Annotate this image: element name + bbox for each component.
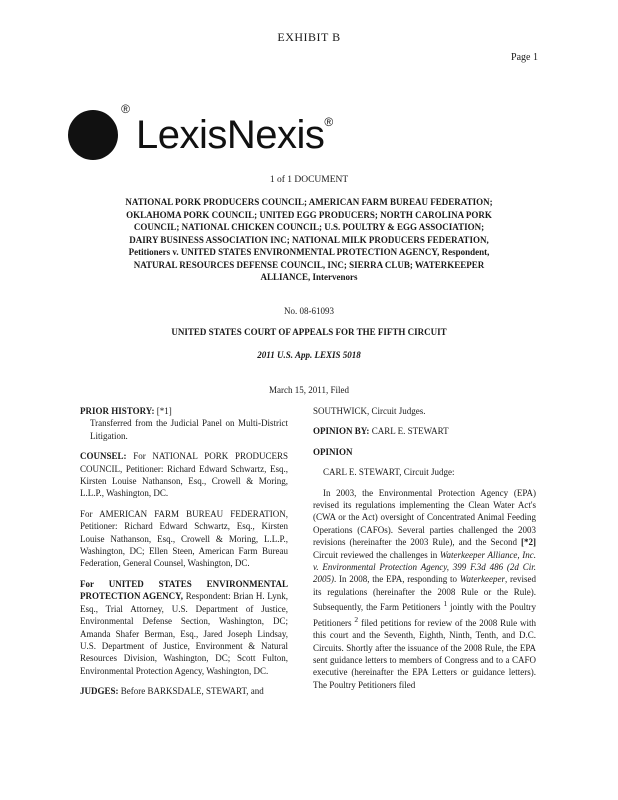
opinion-heading: OPINION — [313, 446, 353, 457]
left-column — [80, 405, 288, 706]
prior-history — [80, 405, 288, 442]
para-1b: Circuit reviewed the challenges in — [313, 549, 438, 560]
court-name: UNITED STATES COURT OF APPEALS FOR THE FIFTH CIRCUIT — [171, 327, 447, 337]
logo-dot-icon — [68, 102, 130, 160]
page-number: Page 1 — [511, 52, 538, 63]
footnote-2[interactable]: 2 — [354, 614, 359, 624]
prior-history-text: Transferred from the Judicial Panel on Multi-District Litigation. — [90, 418, 288, 441]
right-column — [313, 405, 536, 699]
author-line: CARL E. STEWART, Circuit Judge: — [323, 467, 455, 478]
case-short: Waterkeeper — [459, 574, 505, 585]
logo-wordmark-text: LexisNexis — [136, 112, 325, 157]
counsel-3 — [80, 578, 288, 677]
case-caption: NATIONAL PORK PRODUCERS COUNCIL; AMERICAN FARM BUREAU FEDERATION; OKLAHOMA PORK COUNCIL; UNITED EGG PRODUCERS; NORTH CAROLINA PORK COUNCIL; NATIONAL CHICKEN COUNCIL; U.S. POULTRY & EGG ASSOCIATION; DAIRY BUSINESS ASSOCIATION INC; NATIONAL MILK PRODUCERS FEDERATION, Petitioners v. UNITED STATES ENVIRONMENTAL PROTECTION AGENCY, Respondent, NATURAL RESOURCES DEFENSE COUNCIL, INC; SIERRA CLUB; WATERKEEPER ALLIANCE, Intervenors — [125, 197, 493, 282]
registered-mark-2: ® — [324, 114, 333, 129]
counsel-label: COUNSEL: — [80, 451, 127, 462]
para-1e: jointly with the Poultry Petitioners — [313, 602, 536, 628]
para-1d: , revised its regulations (hereinafter the 2008 Rule or the Rule). Subsequently, the Farm Petitioners — [313, 574, 536, 613]
prior-history-label: PRIOR HISTORY: — [80, 406, 155, 416]
filed-date: March 15, 2011, Filed — [269, 385, 349, 395]
para-1f: filed petitions for review of the 2008 Rule with this court and the Seventh, Eighth, Ninth, Tenth, and D.C. Circuits. Shortly after the issuance of the 2008 Rule, the EPA sent guidance letters to members of Congress and to a CAFO executive (hereinafter the EPA Letters or guidance letters). The Poultry Petitioners filed — [313, 617, 537, 690]
logo-wordmark — [136, 113, 333, 158]
docket-number: No. 08-61093 — [284, 306, 334, 316]
counsel-1-party: For NATIONAL PORK PRODUCERS COUNCIL, — [80, 451, 288, 474]
judges-text: Before BARKSDALE, STEWART, and — [120, 686, 264, 697]
judges-continued: SOUTHWICK, Circuit Judges. — [313, 406, 426, 416]
counsel-3-text: Respondent: Brian H. Lynk, Esq., Trial Attorney, U.S. Department of Justice, Environmental Defense Section, Washington, DC; Amanda Shafer Berman, Esq., Jared Joseph Lindsay, U.S. Department of Justice, Environment & Natural Resources Division, Washington, DC; Scott Fulton, Environmental Protection Agency, Washington, DC. — [80, 591, 289, 676]
lexisnexis-logo — [68, 102, 333, 160]
page-marker: [*1] — [156, 406, 172, 416]
footnote-1[interactable]: 1 — [443, 599, 448, 609]
opinion-author: CARL E. STEWART — [371, 426, 449, 437]
page-marker-2: [*2] — [521, 537, 536, 548]
case-citation: 2011 U.S. App. LEXIS 5018 — [257, 350, 361, 360]
case-name: Waterkeeper Alliance, Inc. v. Environmental Protection Agency, 399 F.3d 486 (2d Cir. 2005) — [313, 549, 537, 585]
para-1c: . In 2008, the EPA, responding to — [334, 574, 458, 585]
counsel-3-party: For UNITED STATES ENVIRONMENTAL PROTECTION AGENCY, — [80, 578, 288, 602]
counsel-1 — [80, 450, 288, 500]
counsel-2: For AMERICAN FARM BUREAU FEDERATION, Petitioner: Richard Edward Schwartz, Esq., Kirsten Louise Nathanson, Esq., Crowell & Moring, L.L.P., Washington, DC; Ellen Steen, American Farm Bureau Federation, General Counsel, Washington, DC. — [80, 508, 288, 569]
opinion-by-label: OPINION BY: — [313, 426, 370, 437]
judges-label: JUDGES: — [80, 686, 119, 697]
opinion-paragraph — [313, 487, 536, 692]
exhibit-label: EXHIBIT B — [277, 30, 341, 44]
para-1a: In 2003, the Environmental Protection Agency (EPA) revised its regulations implementing the Clean Water Act's (CWA or the Act) oversight of Concentrated Animal Feeding Operations (CAFOs). Several parties challenged the 2003 revisions (hereinafter the 2003 Rule), and the Second — [313, 487, 536, 548]
counsel-1-text: Petitioner: Richard Edward Schwartz, Esq., Kirsten Louise Nathanson, Esq., Crowell & Moring, L.L.P., Washington, DC. — [80, 463, 288, 499]
judges — [80, 685, 288, 697]
registered-mark: ® — [121, 102, 130, 116]
document-count: 1 of 1 DOCUMENT — [269, 175, 349, 185]
opinion-by — [313, 425, 536, 437]
